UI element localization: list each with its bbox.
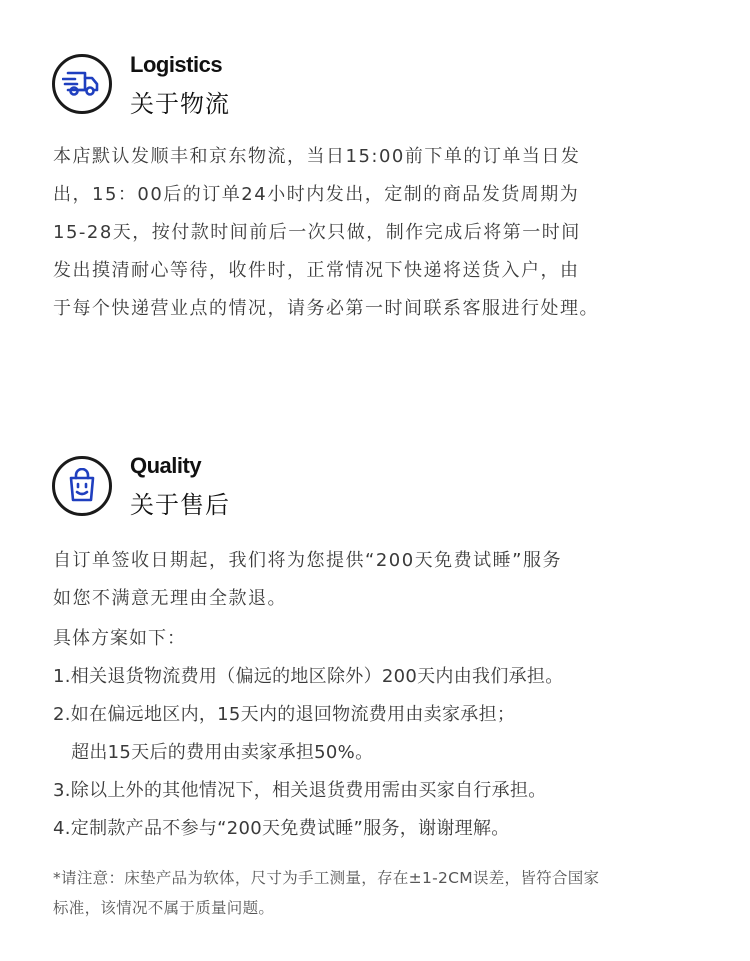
plan-item: 3.除以上外的其他情况下，相关退货费用需由买家自行承担。 <box>53 780 547 801</box>
note-line: 标准，该情况不属于质量问题。 <box>53 899 275 917</box>
logistics-text-line: 15-28天，按付款时间前后一次只做，制作完成后将第一时间 <box>53 222 581 243</box>
logistics-text-line: 发出摸清耐心等待，收件时，正常情况下快递将送货入户，由 <box>53 260 580 281</box>
quality-intro-line: 如您不满意无理由全款退。 <box>53 588 287 609</box>
plan-item: 2.如在偏远地区内，15天内的退回物流费用由卖家承担； <box>53 704 516 725</box>
plan-item: 1.相关退货物流费用（偏远的地区除外）200天内由我们承担。 <box>53 666 564 687</box>
logistics-text-line: 于每个快递营业点的情况，请务必第一时间联系客服进行处理。 <box>53 298 599 319</box>
quality-intro-line: 自订单签收日期起，我们将为您提供“200天免费试睡”服务 <box>53 550 563 571</box>
quality-title-en: Quality <box>130 453 202 478</box>
plan-item: 4.定制款产品不参与“200天免费试睡”服务，谢谢理解。 <box>53 818 510 839</box>
logistics-text-line: 出，15：00后的订单24小时内发出，定制的商品发货周期为 <box>53 184 580 205</box>
plan-item: 超出15天后的费用由卖家承担50%。 <box>53 742 374 763</box>
logistics-text-line: 本店默认发顺丰和京东物流，当日15:00前下单的订单当日发 <box>53 146 581 167</box>
logistics-title-en: Logistics <box>130 52 223 77</box>
logistics-title-cn: 关于物流 <box>130 90 230 118</box>
note-line: *请注意：床垫产品为软体，尺寸为手工测量，存在±1-2CM误差，皆符合国家 <box>53 869 600 887</box>
quality-title-cn: 关于售后 <box>130 491 230 519</box>
plan-heading: 具体方案如下： <box>53 628 186 649</box>
shopping-bag-icon <box>52 456 112 516</box>
delivery-truck-icon <box>52 54 112 114</box>
